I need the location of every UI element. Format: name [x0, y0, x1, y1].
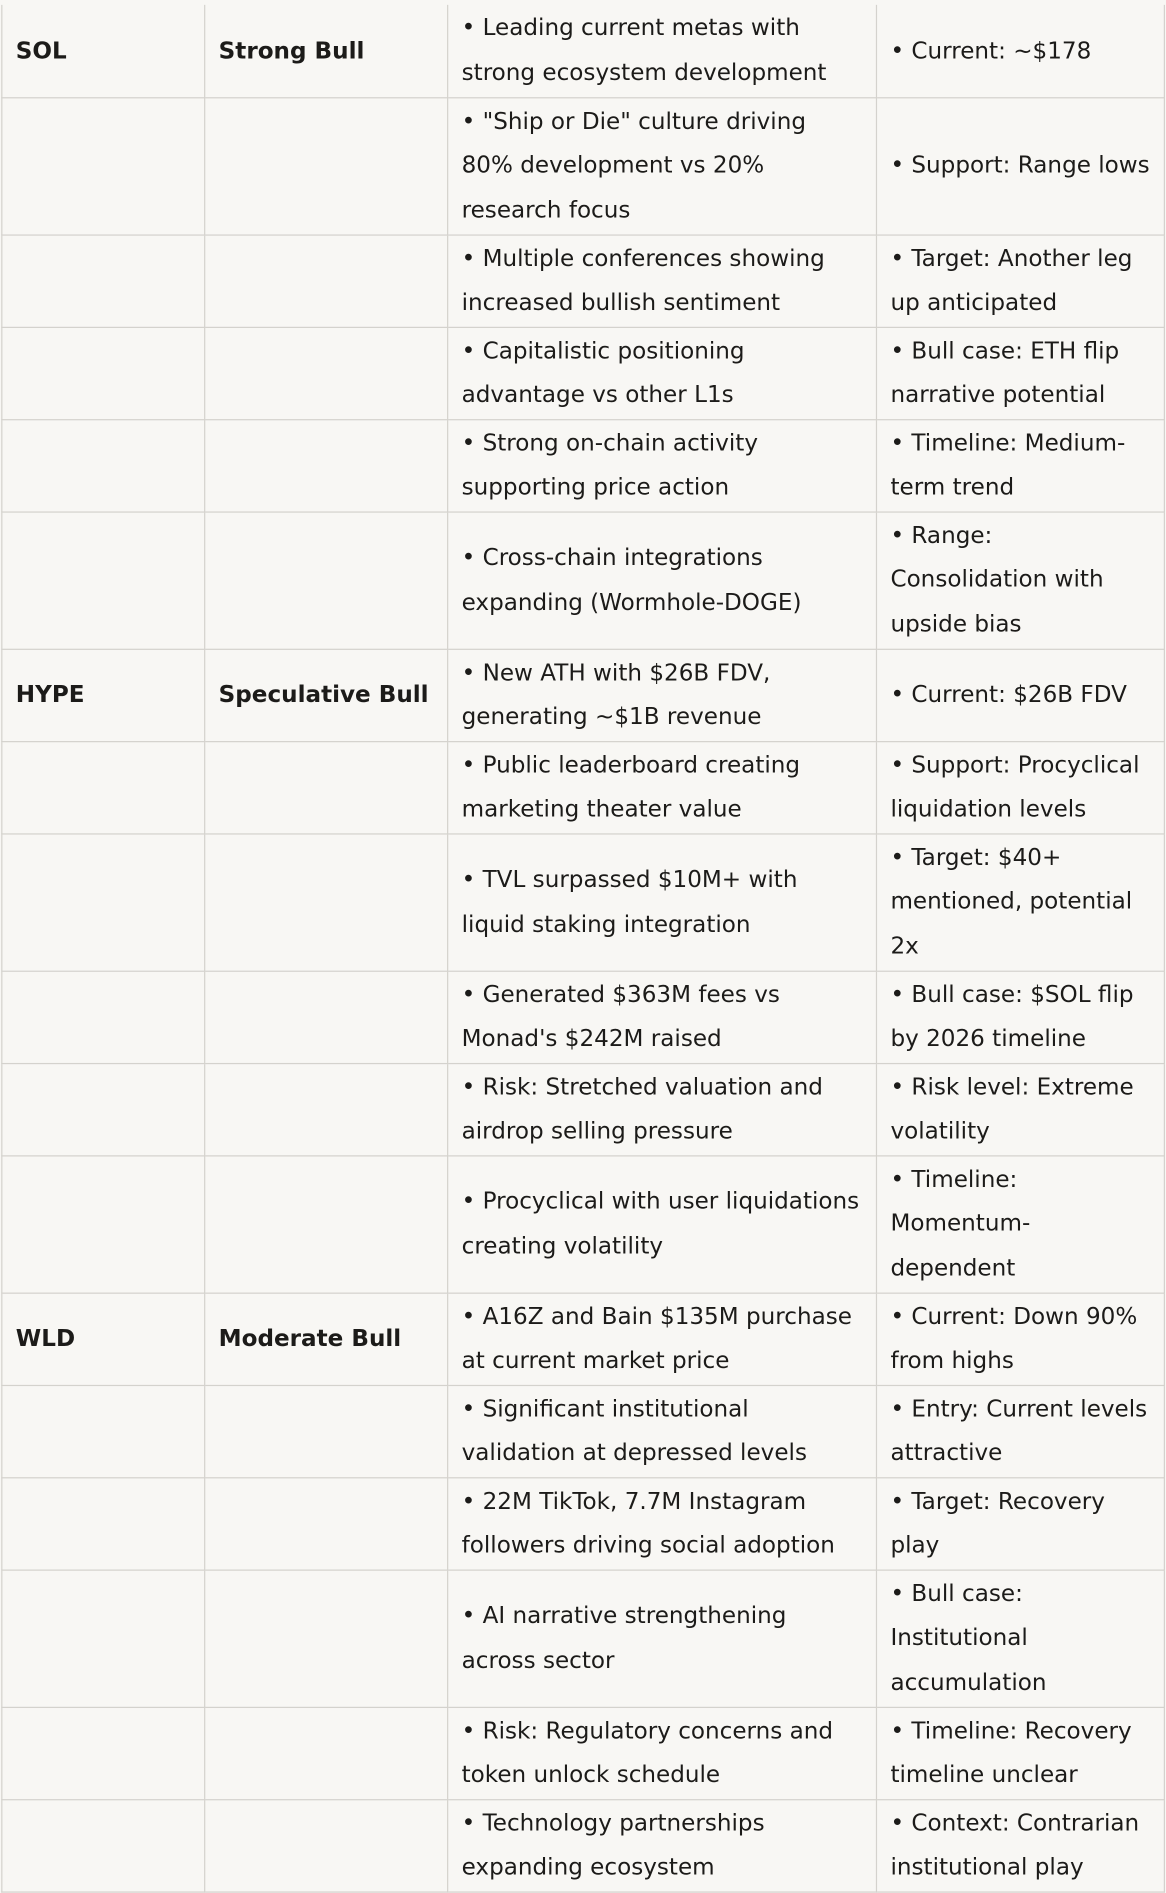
asset-cell — [2, 1570, 205, 1707]
table-row — [2, 1707, 1165, 1799]
table-row — [2, 1570, 1165, 1707]
analysis-point-cell: • Risk: Stretched valuation and airdrop selling pressure — [448, 1063, 877, 1155]
sentiment-cell: Strong Bull — [205, 5, 448, 97]
sentiment-cell — [205, 1570, 448, 1707]
asset-cell: WLD — [2, 1293, 205, 1385]
asset-cell — [2, 1155, 205, 1292]
asset-cell — [2, 1707, 205, 1799]
price-level-cell: • Target: $40+ mentioned, potential 2x — [876, 833, 1164, 970]
asset-cell — [2, 419, 205, 511]
price-level-cell: • Current: Down 90% from highs — [876, 1293, 1164, 1385]
price-level-cell: • Timeline: Medium-term trend — [876, 419, 1164, 511]
table-row — [2, 327, 1165, 419]
table-row — [2, 1799, 1165, 1891]
asset-cell: HYPE — [2, 649, 205, 741]
table-row — [2, 419, 1165, 511]
sentiment-cell — [205, 741, 448, 833]
asset-cell — [2, 1799, 205, 1891]
sentiment-cell: Speculative Bull — [205, 649, 448, 741]
analysis-point-cell: • A16Z and Bain $135M purchase at current market price — [448, 1293, 877, 1385]
asset-cell — [2, 97, 205, 234]
price-level-cell: • Range: Consolidation with upside bias — [876, 511, 1164, 648]
sentiment-cell — [205, 1385, 448, 1477]
price-level-cell: • Context: Contrarian institutional play — [876, 1799, 1164, 1891]
sentiment-cell — [205, 1707, 448, 1799]
analysis-point-cell: • Public leaderboard creating marketing theater value — [448, 741, 877, 833]
asset-cell — [2, 833, 205, 970]
asset-cell: SOL — [2, 5, 205, 97]
analysis-point-cell: • Strong on-chain activity supporting price action — [448, 419, 877, 511]
analysis-point-cell: • Technology partnerships expanding ecosystem — [448, 1799, 877, 1891]
analysis-point-cell: • Significant institutional validation at depressed levels — [448, 1385, 877, 1477]
price-level-cell: • Support: Procyclical liquidation levels — [876, 741, 1164, 833]
sentiment-cell — [205, 833, 448, 970]
asset-cell — [2, 971, 205, 1063]
analysis-point-cell: • TVL surpassed $10M+ with liquid staking integration — [448, 833, 877, 970]
table-row — [2, 741, 1165, 833]
sentiment-cell — [205, 971, 448, 1063]
asset-cell — [2, 741, 205, 833]
analysis-point-cell: • Risk: Regulatory concerns and token unlock schedule — [448, 1707, 877, 1799]
analysis-point-cell: • AI narrative strengthening across sector — [448, 1570, 877, 1707]
sentiment-cell — [205, 1477, 448, 1569]
sentiment-cell — [205, 1799, 448, 1891]
table-row — [2, 833, 1165, 970]
table-row — [2, 1155, 1165, 1292]
analysis-point-cell: • Generated $363M fees vs Monad's $242M raised — [448, 971, 877, 1063]
sentiment-cell — [205, 234, 448, 326]
price-level-cell: • Target: Recovery play — [876, 1477, 1164, 1569]
price-level-cell: • Bull case: ETH flip narrative potential — [876, 327, 1164, 419]
asset-cell — [2, 1477, 205, 1569]
asset-cell — [2, 1063, 205, 1155]
asset-cell — [2, 1385, 205, 1477]
asset-cell — [2, 234, 205, 326]
analysis-point-cell: • Procyclical with user liquidations creating volatility — [448, 1155, 877, 1292]
price-level-cell: • Risk level: Extreme volatility — [876, 1063, 1164, 1155]
analysis-point-cell: • New ATH with $26B FDV, generating ~$1B revenue — [448, 649, 877, 741]
price-level-cell: • Target: Another leg up anticipated — [876, 234, 1164, 326]
sentiment-cell — [205, 511, 448, 648]
sentiment-cell — [205, 97, 448, 234]
table-row — [2, 1385, 1165, 1477]
crypto-outlook-table — [1, 5, 1165, 1892]
table-row — [2, 1063, 1165, 1155]
analysis-point-cell: • 22M TikTok, 7.7M Instagram followers driving social adoption — [448, 1477, 877, 1569]
sentiment-cell — [205, 1063, 448, 1155]
price-level-cell: • Current: ~$178 — [876, 5, 1164, 97]
price-level-cell: • Current: $26B FDV — [876, 649, 1164, 741]
sentiment-cell — [205, 327, 448, 419]
table-row — [2, 5, 1165, 97]
price-level-cell: • Timeline: Momentum-dependent — [876, 1155, 1164, 1292]
price-level-cell: • Bull case: Institutional accumulation — [876, 1570, 1164, 1707]
analysis-point-cell: • Capitalistic positioning advantage vs other L1s — [448, 327, 877, 419]
price-level-cell: • Support: Range lows — [876, 97, 1164, 234]
table-row — [2, 511, 1165, 648]
table-row — [2, 1293, 1165, 1385]
table-row — [2, 649, 1165, 741]
sentiment-cell: Moderate Bull — [205, 1293, 448, 1385]
table-row — [2, 234, 1165, 326]
table-row — [2, 971, 1165, 1063]
price-level-cell: • Entry: Current levels attractive — [876, 1385, 1164, 1477]
asset-cell — [2, 511, 205, 648]
asset-cell — [2, 327, 205, 419]
analysis-point-cell: • Leading current metas with strong ecosystem development — [448, 5, 877, 97]
price-level-cell: • Bull case: $SOL flip by 2026 timeline — [876, 971, 1164, 1063]
table-row — [2, 97, 1165, 234]
table-row — [2, 1477, 1165, 1569]
analysis-point-cell: • Cross-chain integrations expanding (Wormhole-DOGE) — [448, 511, 877, 648]
sentiment-cell — [205, 419, 448, 511]
analysis-point-cell: • "Ship or Die" culture driving 80% development vs 20% research focus — [448, 97, 877, 234]
sentiment-cell — [205, 1155, 448, 1292]
price-level-cell: • Timeline: Recovery timeline unclear — [876, 1707, 1164, 1799]
analysis-point-cell: • Multiple conferences showing increased bullish sentiment — [448, 234, 877, 326]
